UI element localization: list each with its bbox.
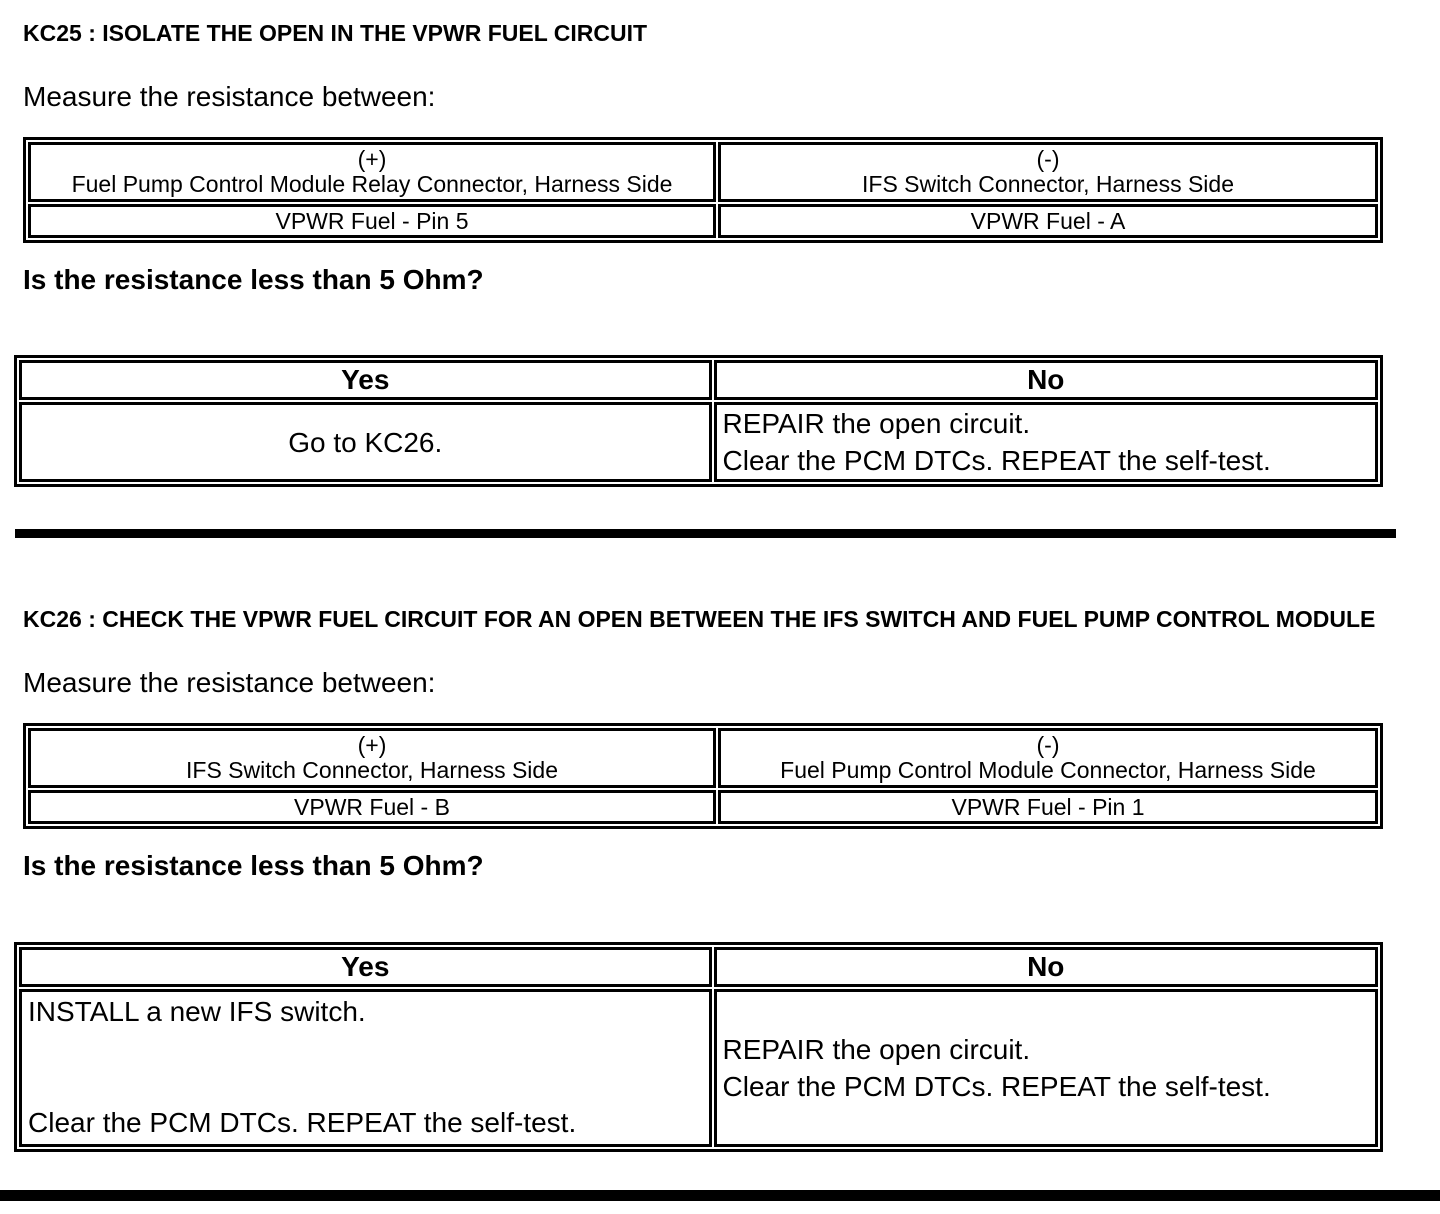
positive-test-point: VPWR Fuel - Pin 5 xyxy=(28,204,716,238)
yes-action-cell xyxy=(19,402,712,482)
negative-polarity-label: (-) xyxy=(1036,732,1060,758)
measure-table-kc25 xyxy=(23,137,1383,243)
yes-action-line: Go to KC26. xyxy=(288,426,443,458)
section-kc26 xyxy=(23,604,1440,1152)
positive-connector-label: Fuel Pump Control Module Relay Connector, Harness Side xyxy=(71,171,673,197)
yes-header-cell: Yes xyxy=(19,947,712,987)
positive-polarity-label: (+) xyxy=(357,732,387,758)
question-text: Is the resistance less than 5 Ohm? xyxy=(23,850,484,881)
decision-header-row xyxy=(19,360,1378,400)
no-action-line-1: REPAIR the open circuit. xyxy=(722,408,1031,439)
no-header-cell: No xyxy=(714,360,1379,400)
negative-connector-label: IFS Switch Connector, Harness Side xyxy=(862,171,1234,197)
decision-table-kc25 xyxy=(14,355,1383,487)
no-header-cell: No xyxy=(714,947,1379,987)
measure-header-row xyxy=(28,728,1378,788)
yes-header-cell: Yes xyxy=(19,360,712,400)
negative-polarity-label: (-) xyxy=(1036,146,1060,172)
no-action-line-2: Clear the PCM DTCs. REPEAT the self-test. xyxy=(722,445,1271,476)
yes-action-line-2: Clear the PCM DTCs. REPEAT the self-test. xyxy=(28,1107,577,1138)
negative-test-point: VPWR Fuel - Pin 1 xyxy=(718,790,1378,824)
section-heading-kc26: KC26 : CHECK THE VPWR FUEL CIRCUIT FOR AN OPEN BETWEEN THE IFS SWITCH AND FUEL PUMP CONTROL MODULE xyxy=(23,606,1376,632)
no-action-line-1: REPAIR the open circuit. xyxy=(722,1034,1031,1065)
negative-header-cell xyxy=(718,728,1378,788)
decision-header-row xyxy=(19,947,1378,987)
decision-body-row xyxy=(19,989,1378,1147)
negative-connector-label: Fuel Pump Control Module Connector, Harness Side xyxy=(780,757,1316,783)
decision-table-kc26 xyxy=(14,942,1383,1152)
instruction-text: Measure the resistance between: xyxy=(23,81,436,112)
measure-point-row xyxy=(28,790,1378,824)
yes-action-line-1: INSTALL a new IFS switch. xyxy=(28,996,366,1027)
measure-header-row xyxy=(28,142,1378,202)
negative-test-point: VPWR Fuel - A xyxy=(718,204,1378,238)
measure-point-row xyxy=(28,204,1378,238)
positive-connector-label: IFS Switch Connector, Harness Side xyxy=(186,757,558,783)
no-action-cell xyxy=(714,989,1379,1147)
positive-polarity-label: (+) xyxy=(357,146,387,172)
positive-header-cell xyxy=(28,142,716,202)
section-kc25 xyxy=(23,18,1440,487)
no-action-line-2: Clear the PCM DTCs. REPEAT the self-test. xyxy=(722,1071,1271,1102)
section-divider xyxy=(15,529,1396,538)
section-heading-kc25: KC25 : ISOLATE THE OPEN IN THE VPWR FUEL CIRCUIT xyxy=(23,20,648,46)
page-bottom-divider xyxy=(0,1190,1440,1201)
decision-body-row xyxy=(19,402,1378,482)
yes-action-content xyxy=(28,992,703,1144)
positive-test-point: VPWR Fuel - B xyxy=(28,790,716,824)
no-action-cell xyxy=(714,402,1379,482)
measure-table-kc26 xyxy=(23,723,1383,829)
negative-header-cell xyxy=(718,142,1378,202)
positive-header-cell xyxy=(28,728,716,788)
question-text: Is the resistance less than 5 Ohm? xyxy=(23,264,484,295)
yes-action-cell xyxy=(19,989,712,1147)
instruction-text: Measure the resistance between: xyxy=(23,667,436,698)
